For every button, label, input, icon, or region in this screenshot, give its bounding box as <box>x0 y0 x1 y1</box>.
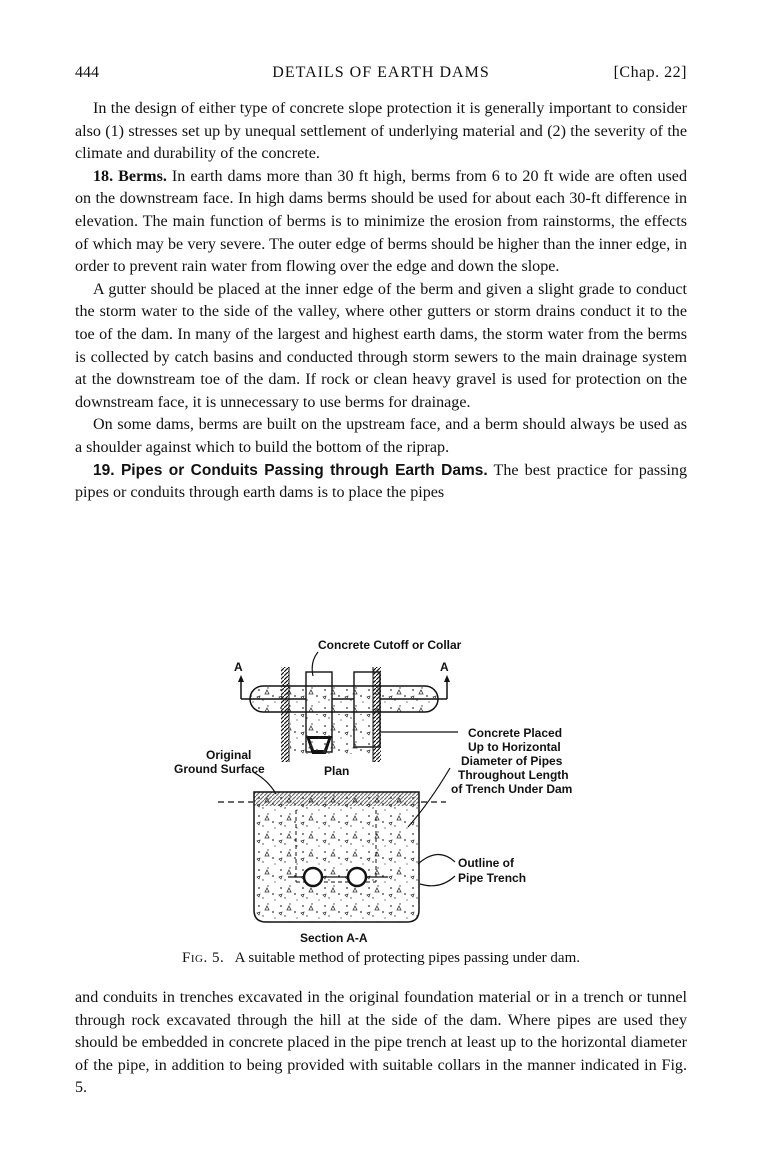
label-plan: Plan <box>324 764 350 778</box>
paragraph: and conduits in trenches excavated in the original foundation material or in a trench or tunnel through rock excavated through the hill at the side of the dam. Where pipes are used they should be embedded in concrete placed in the pipe trench at least up to the horizontal diameter of the pipe, in addition to being provided with suitable collars in the manner indicated in Fig. 5. <box>75 989 687 1097</box>
paragraph-text: In earth dams more than 30 ft high, berms from 6 to 20 ft wide are often used on the downstream face. In high dams berms should be used for about each 30-ft difference in elevation. The main function of berms is to minimize the erosion from rainstorms, the effects of which may be very severe. The outer edge of berms should be higher than the inner edge, in order to prevent rain water from flowing over the edge and down the slope. <box>75 167 687 276</box>
paragraph-pipes <box>75 460 687 505</box>
figure-caption <box>75 950 687 967</box>
label-outline-1: Outline of <box>458 856 514 870</box>
section-heading-pipes: 19. Pipes or Conduits Passing through Earth Dams. <box>93 461 488 479</box>
label-original-ground-1: Original <box>206 748 252 762</box>
label-outline-2: Pipe Trench <box>458 871 527 885</box>
caption-figure-number: Fig. 5. <box>182 950 225 966</box>
section-view <box>218 768 455 922</box>
body-text-bottom <box>75 987 687 1100</box>
paragraph: A gutter should be placed at the inner edge of the berm and given a slight grade to conduct the storm water to the side of the valley, where other gutters or storm drains conduct it to the toe of the dam. In many of the largest and highest earth dams, the storm water from the berms is collected by catch basins and conducted through storm sewers to the main drainage system at the downstream toe of the dam. If rock or clean heavy gravel is used for protection on the downstream face, it is unnecessary to use berms for drainage. <box>75 280 687 411</box>
label-concrete-placed-2: Up to Horizontal <box>468 740 561 754</box>
caption-text: A suitable method of protecting pipes passing under dam. <box>234 950 580 966</box>
figure-pipe-protection <box>168 632 608 950</box>
label-concrete-placed-5: of Trench Under Dam <box>451 782 573 796</box>
label-concrete-placed-3: Diameter of Pipes <box>461 754 563 768</box>
page-number: 444 <box>75 64 99 81</box>
label-concrete-placed-1: Concrete Placed <box>468 726 563 740</box>
label-concrete-placed-4: Throughout Length <box>458 768 569 782</box>
paragraph-text: The best practice for passing pipes or conduits through earth dams is to place the pipes <box>75 461 687 502</box>
chapter-label: [Chap. 22] <box>613 64 687 81</box>
label-section: Section A-A <box>300 931 368 945</box>
body-text-top <box>75 98 687 505</box>
section-heading-berms: 18. Berms. <box>93 167 167 185</box>
running-title: DETAILS OF EARTH DAMS <box>272 64 490 81</box>
label-section-mark-right: A <box>440 660 449 674</box>
label-concrete-cutoff: Concrete Cutoff or Collar <box>318 638 462 652</box>
page-header <box>75 64 687 86</box>
label-original-ground-2: Ground Surface <box>174 762 265 776</box>
paragraph-berms <box>75 166 687 279</box>
paragraph: On some dams, berms are built on the upstream face, and a berm should always be used as a shoulder against which to build the bottom of the riprap. <box>75 416 687 456</box>
plan-view <box>238 652 458 762</box>
paragraph: In the design of either type of concrete slope protection it is generally important to consider also (1) stresses set up by unequal settlement of underlying material and (2) the severity of the climate and durability of the concrete. <box>75 100 687 163</box>
label-section-mark-left: A <box>234 660 243 674</box>
